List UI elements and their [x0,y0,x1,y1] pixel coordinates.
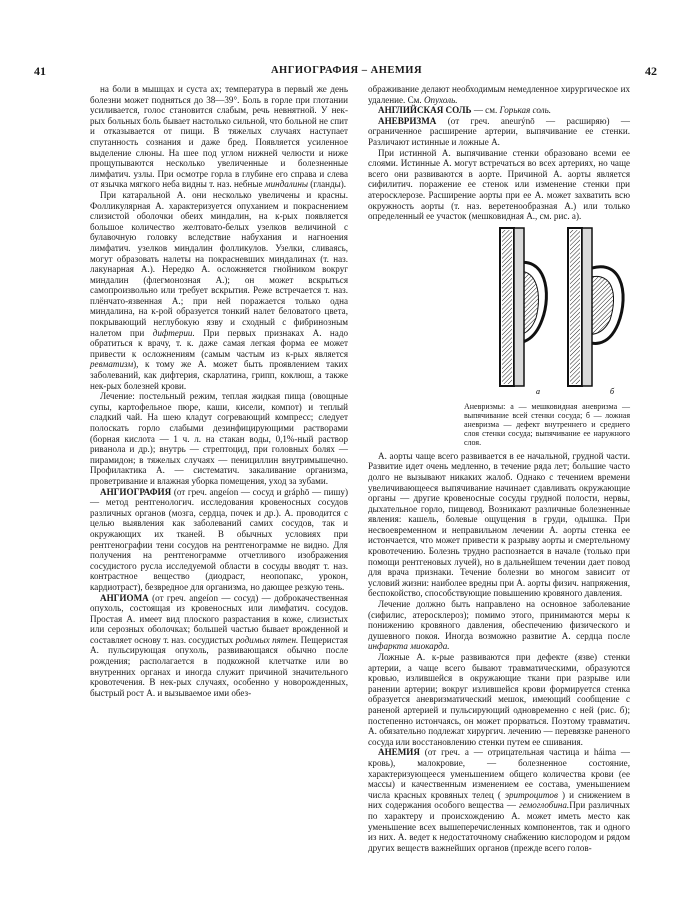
cross-reference: ревматизм [90,359,134,370]
paragraph-text: Ложные А. к-рые развиваются при дефекте (язве) стенки артерии, а чаще всего бывают травматическими, образуются кровью, излившейся в окружающие ткани при разрыве или ранении артерии; вокруг излившейся крови формируется стенка образуется аневризматический мешок, имеющий сообщение с раненой артерией и пульсирующий одновременно с ней (рис. б); постепенно истончаясь, он может прорваться. Поэтому травматич. А. обязательно подлежат хирургич. лечению — перевязке раненого сосуда или восстановлению стенки путем ее сшивания. [368,652,630,747]
entry-headword: АНГЛИЙСКАЯ СОЛЬ [378,105,472,116]
paragraph-text: (от греч. а — отрицательная частица и háima — кровь), малокровие, — болезненное состояние, характеризующееся уменьшением общего количества крови (ее массы) и качественным изменением ее состава, уменьшением числа красных кровяных телец ( [368,747,631,800]
entry-headword: АНЕВРИЗМА [378,115,437,126]
entry-headword: АНЕМИЯ [378,747,420,758]
right-paragraph [368,116,630,148]
paragraph-text: При истинной А. выпячивание стенки образовано всеми ее слоями. Истинные А. могут встречаться во всех артериях, но чаще всего они развиваются в аорте. Причиной А. аорты является сифилитич. поражение ее стенок или изменение стенки при атеросклерозе. Расширение аорты при ее А. может захватить всю окружность аорты (т. наз. веретенообразная А.) или только определенный ее участок (мешковидная А., см. рис. а). [368,147,630,222]
right-paragraph [368,148,630,222]
figure-label-a: а [536,386,540,396]
paragraph-text: ) и снижением в них содержания особого вещества — [368,789,630,811]
cross-reference: эритроцитов [504,789,558,800]
figure-caption: Аневризмы: а — мешковидная аневризма — выпячивание всей стенки сосуда; б — ложная аневризма — дефект внутреннего и среднего слоя стенки сосуда; выпячивание ее наружного слоя. [464,401,630,447]
cross-reference: Опухоль. [423,94,458,105]
right-paragraph [368,451,630,599]
left-column [90,84,348,698]
paragraph-text: (гланды). [310,179,347,190]
paragraph-text: Лечение: постельный режим, теплая жидкая пища (овощные супы, картофельное пюре, каши, кисели, компот) и теплый сладкий чай. На шею кладут согревающий компресс; следует полоскать горло слабыми дезинфицирующими растворами (борная кислота — 1 ч. л. на стакан воды, 0,1%-ный раствор риванола и др.); внутрь — стрептоцид, при головных болях — пирамидон; в тяжелых случаях — пенициллин внутримышечно. Профилактика А. — систематич. закаливание организма, проветривание и влажная уборка помещения, уход за зубами. [90,391,348,486]
paragraph-text: При различных по характеру и происхождению А. может иметь место как уменьшение всех вышеперечисленных компонентов, так и одного из них. А. ведет к недостаточному снабжению кислородом и рядом других веществ важнейших органов (прежде всего голов- [368,800,630,853]
page-header [30,64,663,78]
entry-headword: АНГИОГРАФИЯ [100,486,172,497]
paragraph-text: — см. [473,105,498,116]
paragraph-text: Лечение должно быть направлено на основное заболевание (сифилис, атеросклероз); помимо этого, принимаются меры к понижению кровяного давления, обеспечению физического и душевного покоя. Иногда возможно развитие А. сердца после [368,599,630,641]
cross-reference: гемоглобина. [519,800,570,811]
paragraph-text: Пещеристая А. пульсирующая опухоль, развивающаяся обычно после рождения; располагается в подкожной клетчатке или во внутренних органах и иногда служит причиной значительного кровотечения. В нек-рых случаях, особенно у новорожденных, быстрый рост А. и вызываемое ими обез- [90,634,348,698]
right-paragraph [368,105,630,116]
left-paragraph [90,487,348,593]
aneurysm-illustration [498,224,630,400]
paragraph-text: на боли в мышцах и суста ах; температура в первый же день болезни может подняться до 38—39°. Боль в горле при глотании усиливается, голос становится слабым, речь невнятной. У нек-рых больных боль бывает настолько сильной, что больной не спит и отказывается от пищи. В тяжелых случаях наступает спутанность сознания и даже бред. Появляется усиленное выделение слюны. На шее под углом нижней челюсти и ниже прощупываются несколько увеличенные и болезненные лимфатич. узлы. При осмотре горла в глубине его справа и слева от язычка мягкого неба видны т. наз. небные [90,84,348,190]
left-paragraph [90,391,348,486]
running-title: АНГИОГРАФИЯ – АНЕМИЯ [270,65,423,76]
paragraph-text: (от греч. angeíon — сосуд и gráphō — пишу) — метод рентгенологич. исследования кровеносных сосудов различных органов (мозга, сердца, почек и др.). А. проводится с целью выявления как заболеваний самих сосудов, так и окружающих их тканей. В обычных условиях при рентгенографии тени сосудов на рентгенограмме не видно. Для получения на рентгенограмме отчетливого изображения сосудистого русла исследуемой области в сосуды вводят т. наз. контрастное вещество (диодраст, неопопакс, урокон, кардиотраст), безвредное для организма, но дающее резкую тень. [90,486,348,592]
paragraph-text: При катаральной А. они несколько увеличены и красны. Фолликулярная А. характеризуется опуханием и покраснением слизистой оболочки обеих миндалин, на к-рых появляется большое количество желтовато-белых узелков величиной с булавочную головку вследствие набухания и нагноения лимфатич. узелков миндалин фолликулов. Узелки, сливаясь, могут образовать налеты на покрасневших миндалинах (т. наз. лакунарная А.). Нередко А. осложняется гнойником вокруг миндалин (флегмонозная А.); он может вскрыться самопроизвольно или требует вскрытия. Реже встречается т. наз. плёнчато-язвенная А.; при ней поражается только одна миндалина, на к-рой образуется тонкий налет беловатого цвета, покрывающий неглубокую язву и сходный с фибринозным налетом при [90,189,348,338]
paragraph-text: При первых признаках А. надо обратиться к врачу, т. к. даже самая легкая форма ее может привести к осложнениям (самым частым из к-рых является [90,327,349,359]
cross-reference: миндалины [264,179,308,190]
right-column-bottom [368,451,630,854]
paragraph-text: (от греч. aneurýnō — расширяю) — ограниченное расширение артерии, выпячивание ее стенки. Различают истинные и ложные А. [368,115,630,147]
page-number-left: 41 [34,64,46,78]
figure-label-b: б [610,386,615,396]
paragraph-text: (от греч. angeíon — сосуд) — доброкачественная опухоль, состоящая из кровеносных или лимфатич. сосудов. Простая А. имеет вид плоского разрастания в коже, слизистых или серозных оболочках; большей частью бывает врожденной и составляет основу т. наз. сосудистых [90,592,348,645]
cross-reference: дифтерии. [152,327,195,338]
left-paragraph [90,84,348,190]
figure-a-drawing [500,228,546,386]
figure-b-drawing [568,228,623,386]
right-column [368,84,630,853]
left-paragraph [90,593,348,699]
right-paragraph [368,652,630,747]
entry-headword: АНГИОМА [100,592,149,603]
right-paragraph [368,599,630,652]
page-number-right: 42 [645,64,657,78]
right-column-top [368,84,630,222]
cross-reference: инфаркта миокарда. [368,641,450,652]
right-paragraph [368,84,630,105]
cross-reference: родимых пятен. [235,634,299,645]
left-paragraph [90,190,348,391]
cross-reference: Горькая соль. [499,105,552,116]
paragraph-text: ), к тому же А. может быть проявлением таких заболеваний, как дифтерия, скарлатина, грипп, коклюш, а также нек-рых болезней крови. [90,359,348,391]
paragraph-text: ображивание делают необходимым немедленное хирургическое их удаление. См. [368,84,630,105]
aneurysm-figure [498,224,630,400]
right-paragraph [368,747,630,853]
paragraph-text: А. аорты чаще всего развивается в ее начальной, грудной части. Развитие идет очень медленно, в течение ряда лет; большие часто долго не вызывают никаких жалоб. Однако с течением времени увеличивающееся выпячивание начинает сдавливать окружающие органы — другие кровеносные сосуды грудной полости, нервы, дыхательное горло, пищевод. Возникают различные болезненные явления: кашель, болевые ощущения в груди, одышка. При несвоевременном и неправильном лечении А. аорты стенка ее истончается, что может привести к разрыву аорты и смертельному кровотечению. Болезнь трудно распознается в начале (только при помощи рентгеновых лучей), но в дальнейшем течении дает повод для врача признаки. Течение болезни во многом зависит от условий жизни: наиболее вредны при А. аорты физич. напряжения, беспокойство, способствующие повышению кровяного давления. [368,450,630,599]
